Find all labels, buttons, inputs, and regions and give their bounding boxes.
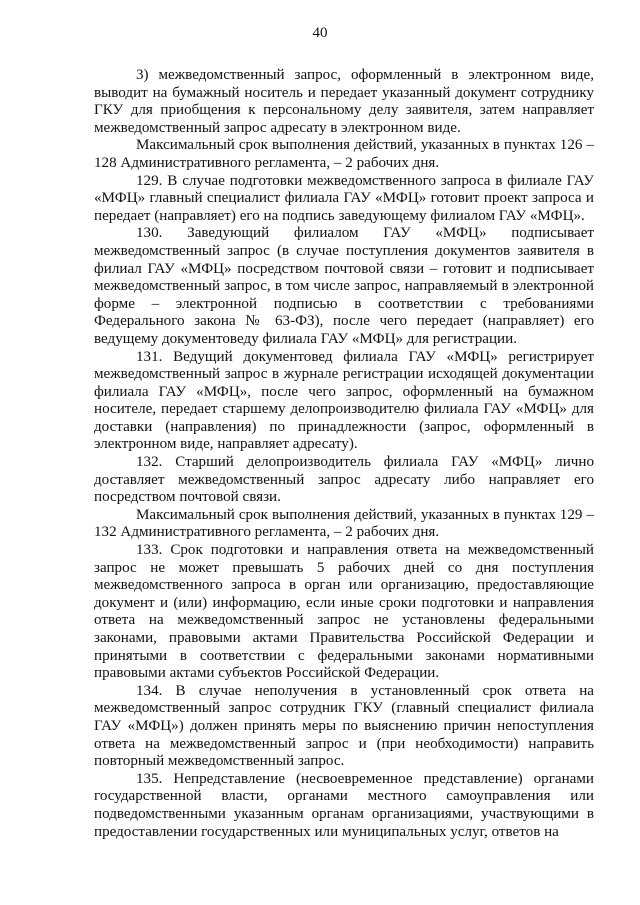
paragraph-deadline-126-128: Максимальный срок выполнения действий, указанных в пунктах 126 – 128 Административного регламента, – 2 рабочих дня.	[94, 137, 594, 171]
paragraph-135: 135. Непредставление (несвоевременное представление) органами государственной власти, органами местного самоуправления или подведомственными указанным органам организациями, участвующими в предоставлении государственных или муниципальных услуг, ответов на	[94, 770, 594, 840]
paragraph-item-3: 3) межведомственный запрос, оформленный в электронном виде, выводит на бумажный носитель и передает указанный документ сотруднику ГКУ для приобщения к персональному делу заявителя, затем направляет межведомственный запрос адресату в электронном виде.	[94, 67, 594, 136]
paragraph-133: 133. Срок подготовки и направления ответа на межведомственный запрос не может превышать 5 рабочих дней со дня поступления межведомственного запроса в орган или организацию, предоставляющие документ и (или) информацию, если иные сроки подготовки и направления ответа на межведомственный запрос не установлены федеральными законами, правовыми актами Правительства Российской Федерации и принятыми в соответствии с федеральными законами нормативными правовыми актами субъектов Российской Федерации.	[94, 542, 594, 682]
paragraph-129: 129. В случае подготовки межведомственного запроса в филиале ГАУ «МФЦ» главный специалист филиала ГАУ «МФЦ» готовит проект запроса и передает (направляет) его на подпись заведующему филиалом ГАУ «МФЦ».	[94, 172, 594, 224]
paragraph-134: 134. В случае неполучения в установленный срок ответа на межведомственный запрос сотрудник ГКУ (главный специалист филиала ГАУ «МФЦ») должен принять меры по выяснению причин непоступления ответа на межведомственный запрос и (при необходимости) направить повторный межведомственный запрос.	[94, 682, 594, 770]
page-number: 40	[312, 25, 328, 41]
paragraph-deadline-129-132: Максимальный срок выполнения действий, указанных в пунктах 129 – 132 Административного регламента, – 2 рабочих дня.	[94, 506, 594, 541]
paragraph-130: 130. Заведующий филиалом ГАУ «МФЦ» подписывает межведомственный запрос (в случае поступления документов заявителя в филиал ГАУ «МФЦ» посредством почтовой связи – готовит и подписывает межведомственный запрос, в том числе запрос, направляемый в электронной форме – электронной подписью в соответствии с требованиями Федерального закона № 63-ФЗ), после чего передает (направляет) его ведущему документоведу филиала ГАУ «МФЦ» для регистрации.	[94, 225, 594, 347]
paragraph-132: 132. Старший делопроизводитель филиала ГАУ «МФЦ» лично доставляет межведомственный запрос адресату либо направляет его посредством почтовой связи.	[94, 454, 594, 506]
paragraph-131: 131. Ведущий документовед филиала ГАУ «МФЦ» регистрирует межведомственный запрос в журнале регистрации исходящей документации филиала ГАУ «МФЦ», после чего запрос, оформленный на бумажном носителе, передает старшему делопроизводителю филиала ГАУ «МФЦ» для доставки (направления) по принадлежности (запрос, оформленный в электронном виде, направляет адресату).	[94, 348, 594, 453]
document-text	[94, 67, 594, 841]
